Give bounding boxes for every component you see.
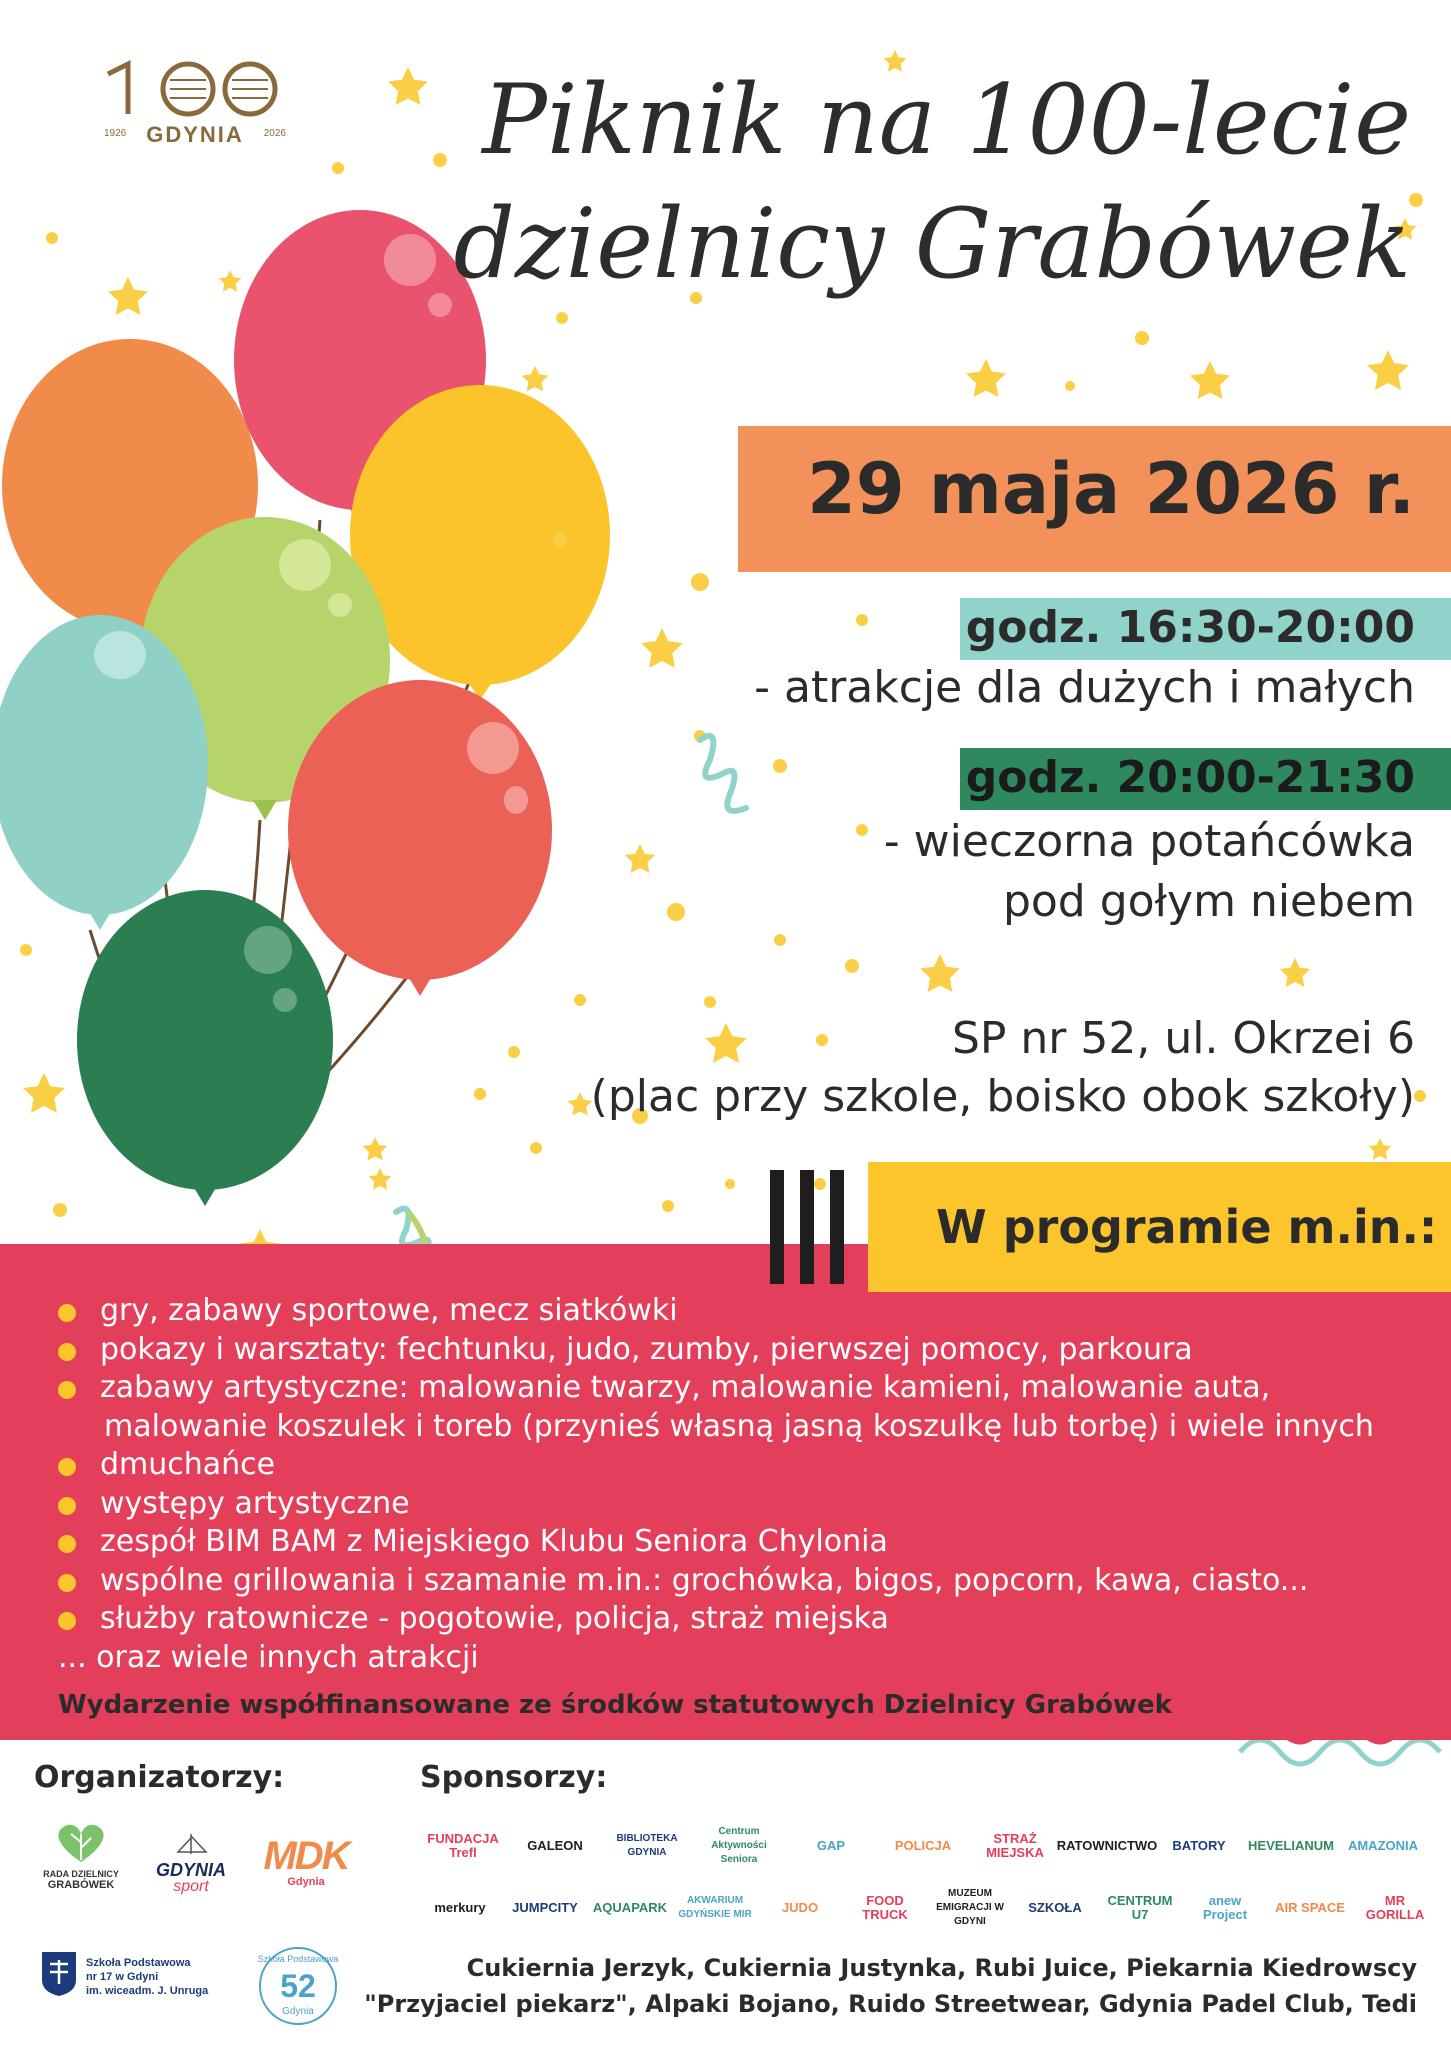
leaf-heart-icon	[51, 1820, 111, 1864]
other-sponsors-line-1: Cukiernia Jerzyk, Cukiernia Justynka, Rubi Juice, Piekarnia Kiedrowscy	[466, 1954, 1417, 1982]
other-sponsors-line-2: "Przyjaciel piekarz", Alpaki Bojano, Ruido Streetwear, Gdynia Padel Club, Tedi	[364, 1990, 1417, 2018]
list-item: pokazy i warsztaty: fechtunku, judo, zumby, pierwszej pomocy, parkoura	[58, 1331, 1438, 1370]
rada-dzielnicy-logo: RADA DZIELNICY GRABÓWEK	[36, 1820, 126, 1891]
list-item: malowanie koszulek i toreb (przynieś własną jasną koszulkę lub torbę) i wiele innych	[104, 1408, 1374, 1444]
bullet-icon	[58, 1535, 76, 1553]
balloon-teal	[0, 615, 208, 930]
sponsor-logo: BIBLIOTEKA GDYNIA	[616, 1833, 678, 1858]
mdk-gdynia-logo: MDK Gdynia	[263, 1834, 349, 1888]
session2-desc-line-1: - wieczorna potańcówka	[883, 816, 1415, 867]
balloon-darkgreen	[77, 890, 333, 1206]
bullet-icon	[58, 1343, 76, 1361]
sponsor-logo: FUNDACJA Trefl	[427, 1831, 499, 1860]
session2-time: godz. 20:00-21:30	[965, 752, 1415, 803]
session1-time: godz. 16:30-20:00	[965, 602, 1415, 653]
list-item: wspólne grillowania i szamanie m.in.: grochówka, bigos, popcorn, kawa, ciasto...	[58, 1562, 1438, 1601]
session2-desc-line-2: pod gołym niebem	[1002, 876, 1415, 927]
list-item: służby ratownicze - pogotowie, policja, straż miejska	[58, 1600, 1438, 1639]
list-item: zabawy artystyczne: malowanie twarzy, malowanie kamieni, malowanie auta,	[58, 1369, 1438, 1408]
session1-description: - atrakcje dla dużych i małych	[754, 662, 1415, 713]
sponsor-logo: AQUAPARK	[592, 1900, 668, 1915]
sponsor-logo: STRAŻ MIEJSKA	[986, 1831, 1044, 1860]
title-line-1: Piknik na 100-lecie	[482, 64, 1411, 176]
sponsor-logo: MR GORILLA	[1365, 1893, 1425, 1922]
school-52-logo: Szkoła Podstawowa 52 Gdynia	[256, 1944, 340, 2028]
divider-bar	[830, 1170, 844, 1284]
location-line-1: SP nr 52, ul. Okrzei 6	[951, 1013, 1415, 1064]
divider-bar	[770, 1170, 784, 1284]
sponsor-logo: GALEON	[527, 1838, 583, 1853]
sponsor-logo: POLICJA	[894, 1838, 952, 1853]
bullet-icon	[58, 1497, 76, 1515]
program-heading: W programie m.in.:	[936, 1200, 1438, 1254]
other-sponsors	[364, 1950, 1417, 2022]
title-line-2: dzielnicy Grabówek	[453, 188, 1411, 300]
list-item: dmuchańce	[58, 1446, 1438, 1485]
bullet-icon	[58, 1381, 76, 1399]
sponsor-logo: Centrum Aktywności Seniora	[711, 1826, 767, 1865]
poster-title	[431, 58, 1411, 306]
logo-year-end: 2026	[263, 128, 286, 139]
sponsor-logo: CENTRUM U7	[1107, 1893, 1173, 1922]
sponsor-logo: anew Project	[1202, 1893, 1248, 1922]
sponsor-logo: FOOD TRUCK	[862, 1893, 908, 1922]
sponsor-logo: AKWARIUM GDYŃSKIE MIR	[678, 1895, 752, 1920]
sponsor-logo: merkury	[434, 1900, 486, 1915]
program-list	[58, 1292, 1438, 1677]
sponsor-logo: AMAZONIA	[1347, 1838, 1419, 1853]
logo-year-start: 1926	[104, 128, 127, 139]
sponsor-logo: SZKOŁA	[1028, 1900, 1082, 1915]
divider-bar	[800, 1170, 814, 1284]
session2-description	[884, 812, 1415, 932]
bullet-icon	[58, 1304, 76, 1322]
event-location	[591, 1010, 1415, 1126]
event-date: 29 maja 2026 r.	[807, 448, 1415, 530]
gdynia-sport-logo: GDYNIA sport	[146, 1832, 236, 1895]
bullet-icon	[58, 1458, 76, 1476]
bullet-icon	[58, 1574, 76, 1592]
list-item-more: ... oraz wiele innych atrakcji	[58, 1639, 479, 1675]
gdynia-100-logo	[100, 56, 290, 152]
sponsor-logo: GAP	[816, 1838, 846, 1853]
sponsor-logo: MUZEUM EMIGRACJI W GDYNI	[936, 1888, 1004, 1927]
sponsor-logo: BATORY	[1172, 1838, 1226, 1853]
list-item: gry, zabawy sportowe, mecz siatkówki	[58, 1292, 1438, 1331]
balloon-red	[288, 680, 552, 996]
logo-100-icon	[100, 56, 290, 120]
bullet-icon	[58, 1612, 76, 1630]
logo-city: GDYNIA	[146, 122, 244, 147]
list-item: występy artystyczne	[58, 1485, 1438, 1524]
school-shield-icon	[40, 1950, 78, 1998]
sponsor-logo: HEVELIANUM	[1248, 1838, 1334, 1853]
list-item: zespół BIM BAM z Miejskiego Klubu Seniora Chylonia	[58, 1523, 1438, 1562]
sponsors-heading: Sponsorzy:	[420, 1760, 608, 1795]
sponsor-logo: RATOWNICTWO	[1056, 1838, 1158, 1853]
sail-icon	[166, 1832, 216, 1856]
sponsor-logo: JUDO	[781, 1900, 819, 1915]
location-line-2: (plac przy szkole, boisko obok szkoły)	[590, 1071, 1415, 1122]
sponsor-logo: AIR SPACE	[1275, 1900, 1345, 1915]
cofinancing-note: Wydarzenie współfinansowane ze środków statutowych Dzielnicy Grabówek	[58, 1690, 1172, 1720]
sponsor-logo: JUMPCITY	[512, 1900, 578, 1915]
organizers-heading: Organizatorzy:	[34, 1760, 285, 1795]
